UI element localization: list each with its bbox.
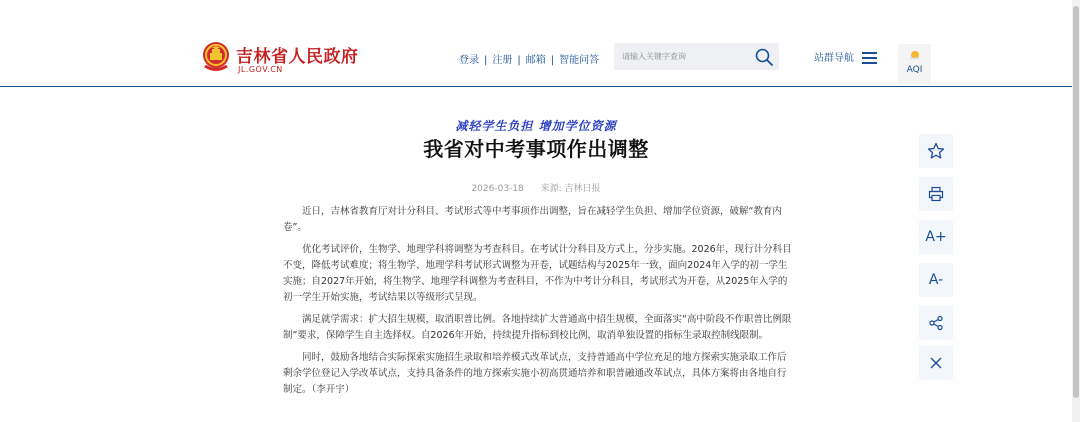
source-label: 来源:	[540, 184, 562, 194]
site-nav-label: 站群导航	[814, 53, 854, 64]
share-icon	[928, 315, 944, 331]
article-subtitle: 减轻学生负担 增加学位资源	[455, 119, 617, 133]
font-decrease-button[interactable]: A-	[919, 263, 953, 297]
weather-sun-icon	[898, 46, 931, 66]
site-nav-button[interactable]	[814, 49, 877, 64]
national-emblem-icon[interactable]	[201, 40, 231, 74]
favorite-button[interactable]	[919, 134, 953, 168]
star-icon	[927, 142, 945, 160]
article-meta	[0, 181, 1072, 194]
article-paragraph: 优化考试评价，生物学、地理学科将调整为考查科目。在考试计分科目及方式上，分步实施。2026年，现行计分科目不变，降低考试难度；将生物学、地理学科考试形式调整为开卷，试题结构与2025年一致，面向2024年入学的初一学生实施；自2027年开始，将生物学、地理学科调整为考查科目，不作为中考计分科目，考试形式为开卷，从2025年入学的初一学生开始实施，考试结果以等级形式呈现。	[283, 244, 792, 303]
article-paragraph: 同时，鼓励各地结合实际探索实施招生录取和培养模式改革试点，支持普通高中学位充足的地方探索实施录取工作后剩余学位登记入学改革试点，支持具备条件的地方探索实施小初高贯通培养和职普融通改革试点，具体方案将由各地自行制定。（李开宇）	[283, 352, 787, 395]
login-link[interactable]: 登录	[459, 55, 479, 66]
scrollbar-thumb[interactable]	[1073, 6, 1079, 398]
site-header	[0, 0, 1072, 87]
top-links	[459, 51, 599, 66]
article-title: 我省对中考事项作出调整	[423, 137, 649, 161]
article-paragraph: 满足就学需求：扩大招生规模，取消职普比例。各地持续扩大普通高中招生规模，全面落实“高中阶段不作职普比例限制”要求，保障学生自主选择权。自2026年开始，持续提升指标到校比例，取消单独设置的指标生录取控制线限制。	[283, 314, 792, 341]
divider: |	[517, 55, 521, 66]
page-scrollbar[interactable]	[1072, 0, 1080, 422]
site-domain: JL.GOV.CN	[238, 65, 283, 74]
font-increase-button[interactable]: A+	[919, 220, 953, 254]
share-button[interactable]	[919, 306, 953, 340]
register-link[interactable]: 注册	[492, 55, 513, 66]
divider: |	[484, 55, 488, 66]
hamburger-icon	[862, 52, 877, 64]
article-paragraph: 近日，吉林省教育厅对计分科目、考试形式等中考事项作出调整，旨在减轻学生负担、增加学位资源，破解“教育内卷”。	[283, 206, 782, 233]
site-name[interactable]: 吉林省人民政府	[236, 47, 359, 67]
divider: |	[550, 55, 555, 66]
source-name: 吉林日报	[564, 184, 601, 194]
aqi-label: AQI	[906, 65, 923, 75]
mailbox-link[interactable]: 邮箱	[525, 55, 546, 66]
search-box	[614, 43, 779, 70]
article-body	[283, 204, 792, 404]
publish-date: 2026-03-18	[471, 184, 524, 194]
search-input[interactable]	[622, 49, 750, 64]
smart-qa-link[interactable]: 智能问答	[559, 55, 600, 66]
aqi-widget[interactable]	[898, 44, 931, 84]
close-tools-button[interactable]	[919, 346, 953, 380]
close-icon	[929, 356, 943, 370]
print-button[interactable]	[919, 177, 953, 211]
print-icon	[928, 186, 944, 202]
search-icon[interactable]	[754, 47, 774, 67]
